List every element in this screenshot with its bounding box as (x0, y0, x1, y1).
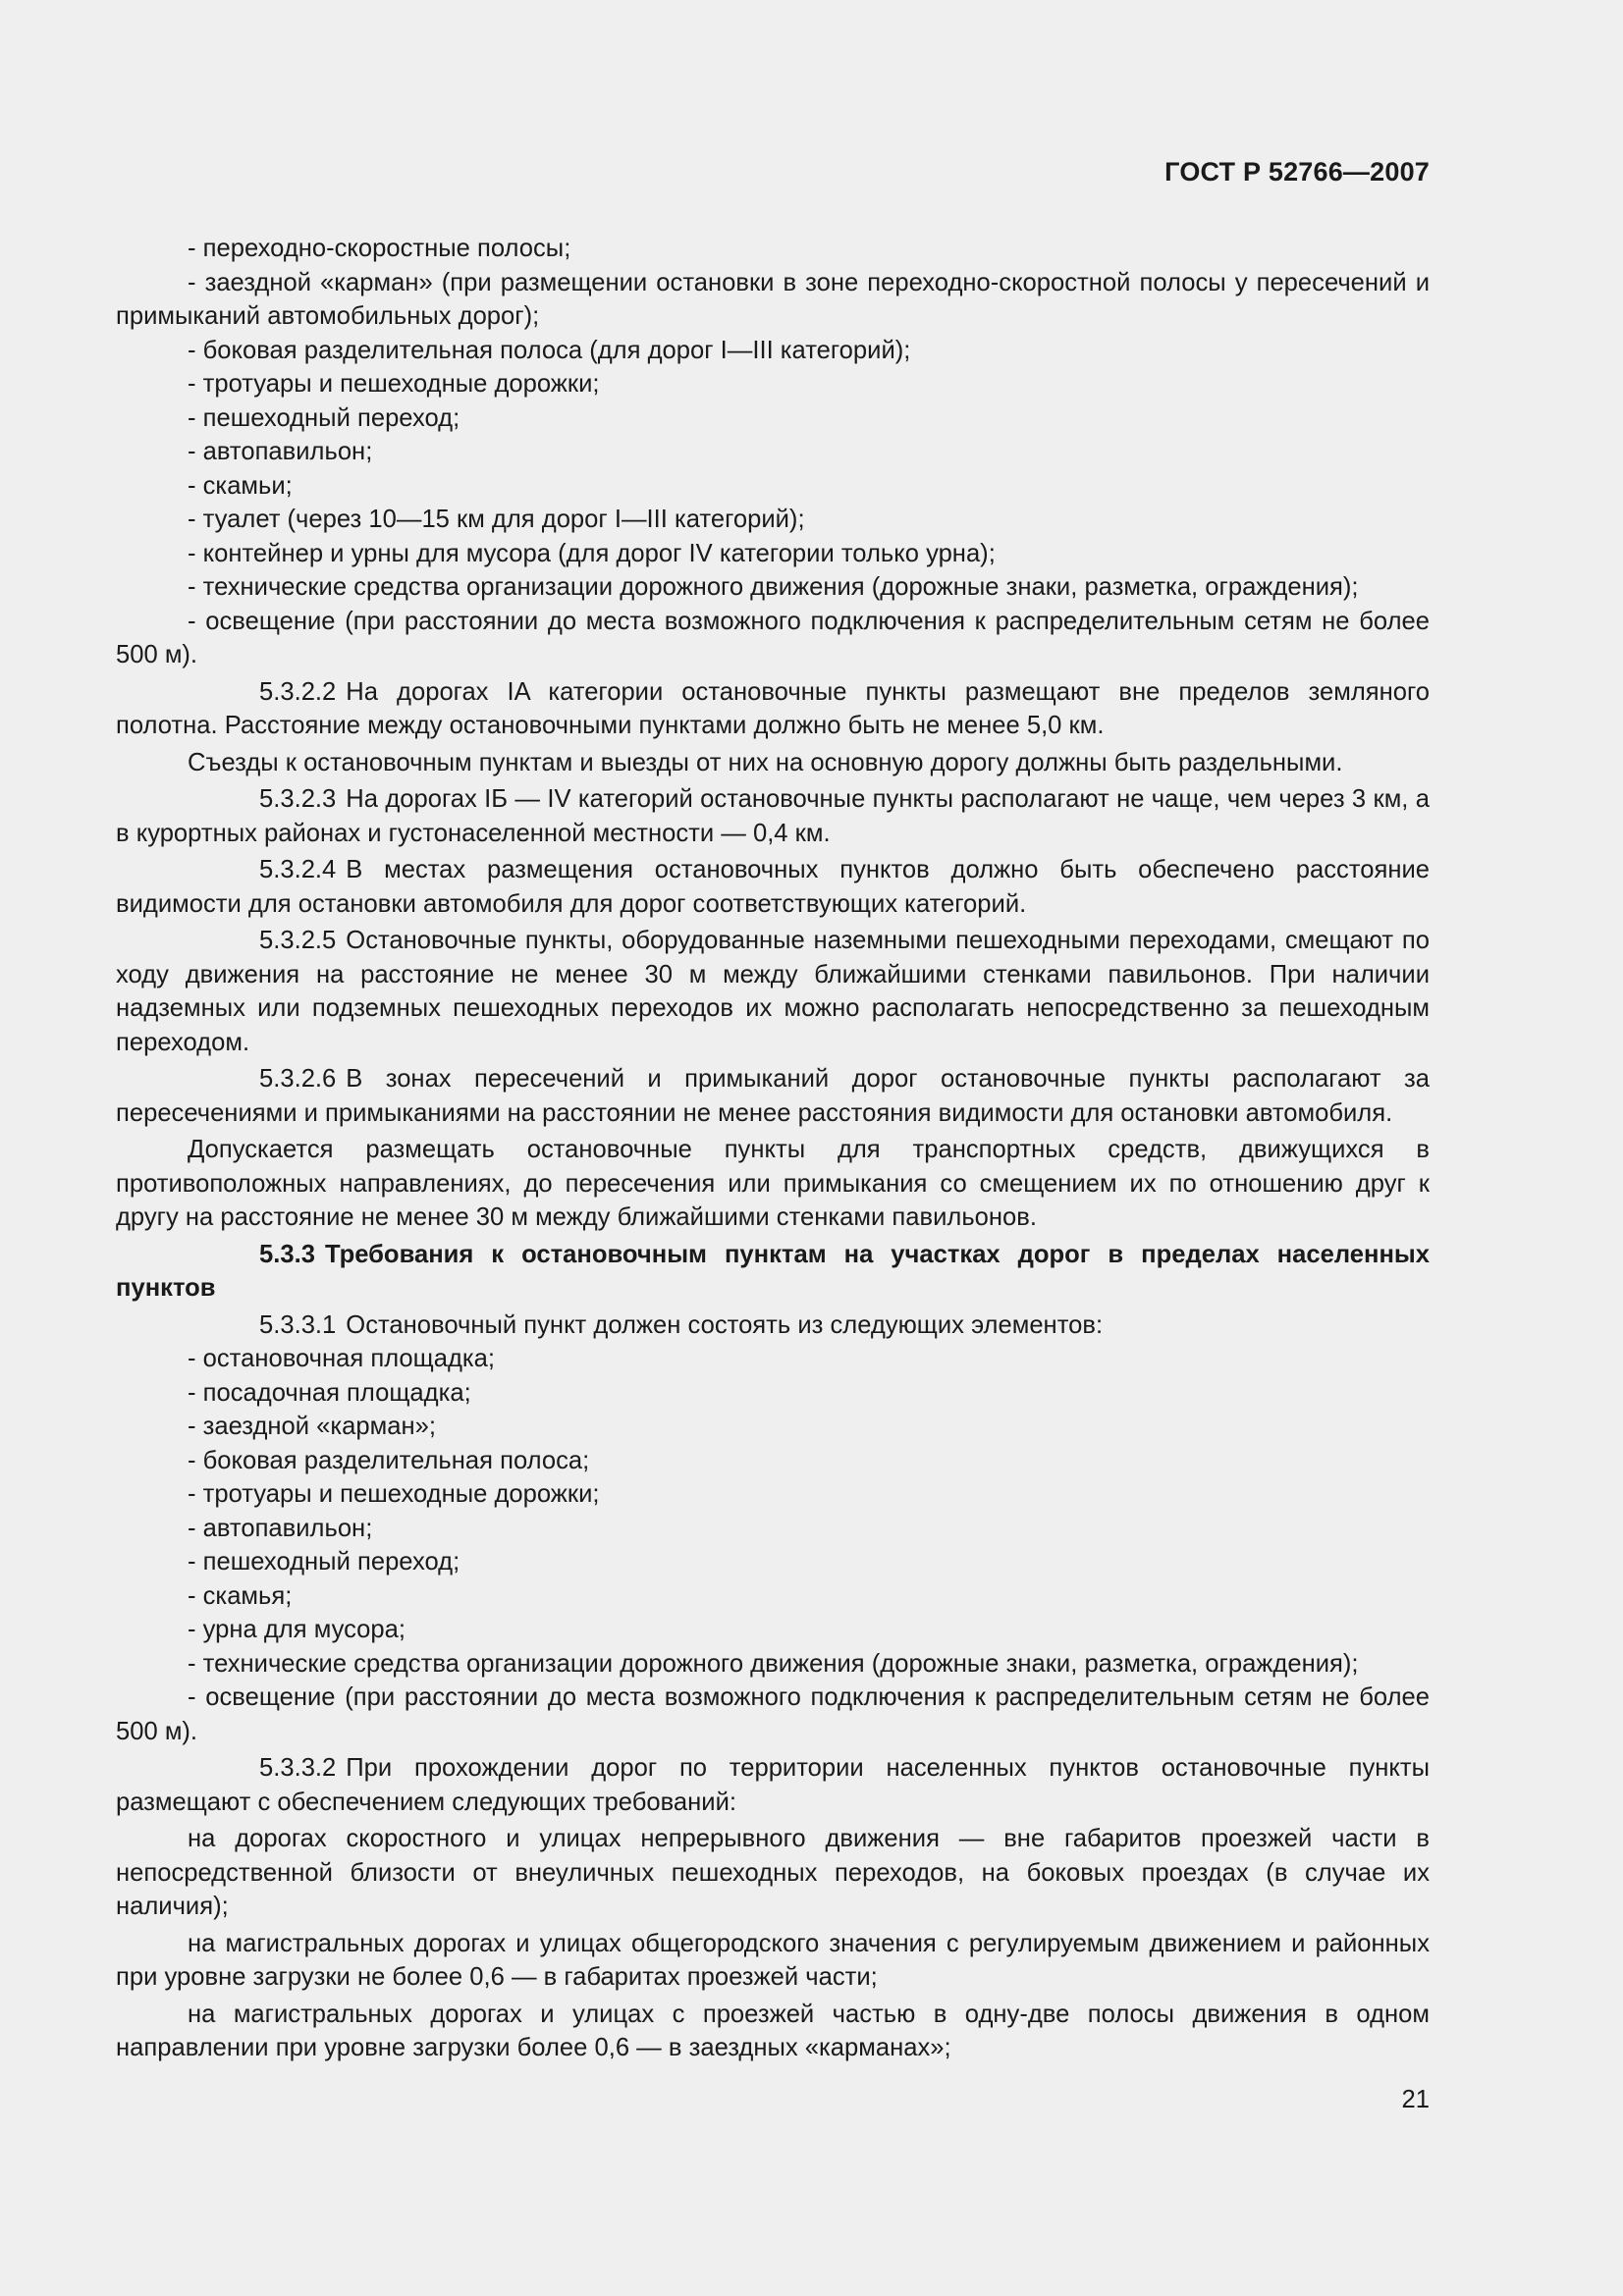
clause-text: При прохождении дорог по территории населенных пунктов остановочные пункты размещают с обеспечением следующих требований: (116, 1754, 1430, 1816)
list-item: - освещение (при расстоянии до места возможного подключения к распределительным сетям не более 500 м). (116, 1683, 1430, 1745)
document-body (116, 232, 1430, 2065)
list-item: - заездной «карман» (при размещении остановки в зоне переходно-скоростной полосы у пересечений и примыканий автомобильных дорог); (116, 268, 1430, 330)
clause-paragraph (116, 782, 1430, 850)
list-item: - боковая разделительная полоса; (188, 1446, 590, 1474)
list-item: - тротуары и пешеходные дорожки; (188, 1480, 600, 1508)
clause-paragraph (116, 1308, 1430, 1343)
clause-text: На дорогах IA категории остановочные пункты размещают вне пределов земляного полотна. Расстояние между остановочными пунктами должно быть не менее 5,0 км. (116, 677, 1430, 739)
clause-number: 5.3.3.1 (259, 1310, 337, 1339)
clause-number: 5.3.3 (259, 1240, 315, 1268)
list-item: - боковая разделительная полоса (для дорог I—III категорий); (188, 336, 911, 364)
clause-paragraph (116, 1751, 1430, 1819)
list-item: - пешеходный переход; (188, 1548, 460, 1575)
clause-paragraph (116, 675, 1430, 743)
clause-paragraph (116, 853, 1430, 921)
list-item: - переходно-скоростные полосы; (188, 235, 571, 262)
list-item: - технические средства организации дорожного движения (дорожные знаки, разметка, ограждения); (188, 573, 1359, 601)
body-paragraph: на магистральных дорогах и улицах с проезжей частью в одну-две полосы движения в одном направлении при уровне загрузки более 0,6 — в заездных «карманах»; (116, 2000, 1430, 2061)
list-item: - посадочная площадка; (188, 1378, 471, 1407)
clause-paragraph (116, 1062, 1430, 1130)
list-item: - контейнер и урны для мусора (для дорог IV категории только урна); (188, 539, 996, 567)
clause-number: 5.3.2.3 (259, 785, 337, 813)
section-heading (116, 1238, 1430, 1306)
list-item: - скамьи; (188, 471, 293, 500)
clause-number: 5.3.3.2 (259, 1754, 337, 1782)
clause-text: В зонах пересечений и примыканий дорог остановочные пункты располагают за пересечениями и примыканиями на расстоянии не менее расстояния видимости для остановки автомобиля. (116, 1065, 1430, 1127)
list-item: - технические средства организации дорожного движения (дорожные знаки, разметка, ограждения); (188, 1649, 1359, 1678)
list-item: - остановочная площадка; (188, 1345, 495, 1372)
list-item: - автопавильон; (188, 1514, 373, 1542)
clause-text: Остановочные пункты, оборудованные наземными пешеходными переходами, смещают по ходу движения на расстояние не менее 30 м между ближайшими стенками павильонов. При наличии надземных или подземных пешеходных переходов их можно располагать непосредственно за пешеходным переходом. (116, 927, 1430, 1056)
clause-number: 5.3.2.4 (259, 856, 337, 883)
clause-paragraph (116, 924, 1430, 1059)
body-paragraph: Съезды к остановочным пунктам и выезды от них на основную дорогу должны быть раздельными. (188, 748, 1343, 776)
body-paragraph: на магистральных дорогах и улицах общегородского значения с регулируемым движением и районных при уровне загрузки не более 0,6 — в габаритах проезжей части; (116, 1929, 1430, 1991)
list-item: - урна для мусора; (188, 1616, 406, 1643)
clause-text: В местах размещения остановочных пунктов должно быть обеспечено расстояние видимости для остановки автомобиля для дорог соответствующих категорий. (116, 856, 1430, 918)
list-item: - автопавильон; (188, 438, 373, 465)
clause-text: Остановочный пункт должен состоять из следующих элементов: (346, 1310, 1104, 1339)
list-item: - туалет (через 10—15 км для дорог I—III категорий); (188, 506, 805, 533)
clause-number: 5.3.2.6 (259, 1065, 337, 1093)
clause-text: Требования к остановочным пунктам на участках дорог в пределах населенных пунктов (116, 1240, 1430, 1302)
list-item: - освещение (при расстоянии до места возможного подключения к распределительным сетям не более 500 м). (116, 607, 1430, 668)
clause-number: 5.3.2.2 (259, 677, 337, 706)
list-item: - тротуары и пешеходные дорожки; (188, 370, 600, 398)
body-paragraph: на дорогах скоростного и улицах непрерывного движения — вне габаритов проезжей части в непосредственной близости от внеуличных пешеходных переходов, на боковых проездах (в случае их наличия); (116, 1825, 1430, 1920)
body-paragraph: Допускается размещать остановочные пункты для транспортных средств, движущихся в противоположных направлениях, до пересечения или примыкания со смещением их по отношению друг к другу на расстояние не менее 30 м между ближайшими стенками павильонов. (116, 1136, 1430, 1231)
clause-number: 5.3.2.5 (259, 927, 337, 954)
clause-text: На дорогах IБ — IV категорий остановочные пункты располагают не чаще, чем через 3 км, а в курортных районах и густонаселенной местности — 0,4 км. (116, 785, 1430, 847)
list-item: - пешеходный переход; (188, 403, 460, 432)
list-item: - заездной «карман»; (188, 1413, 436, 1440)
page-number: 21 (1401, 2086, 1430, 2113)
list-item: - скамья; (188, 1581, 293, 1610)
document-header: ГОСТ Р 52766—2007 (1164, 157, 1430, 187)
